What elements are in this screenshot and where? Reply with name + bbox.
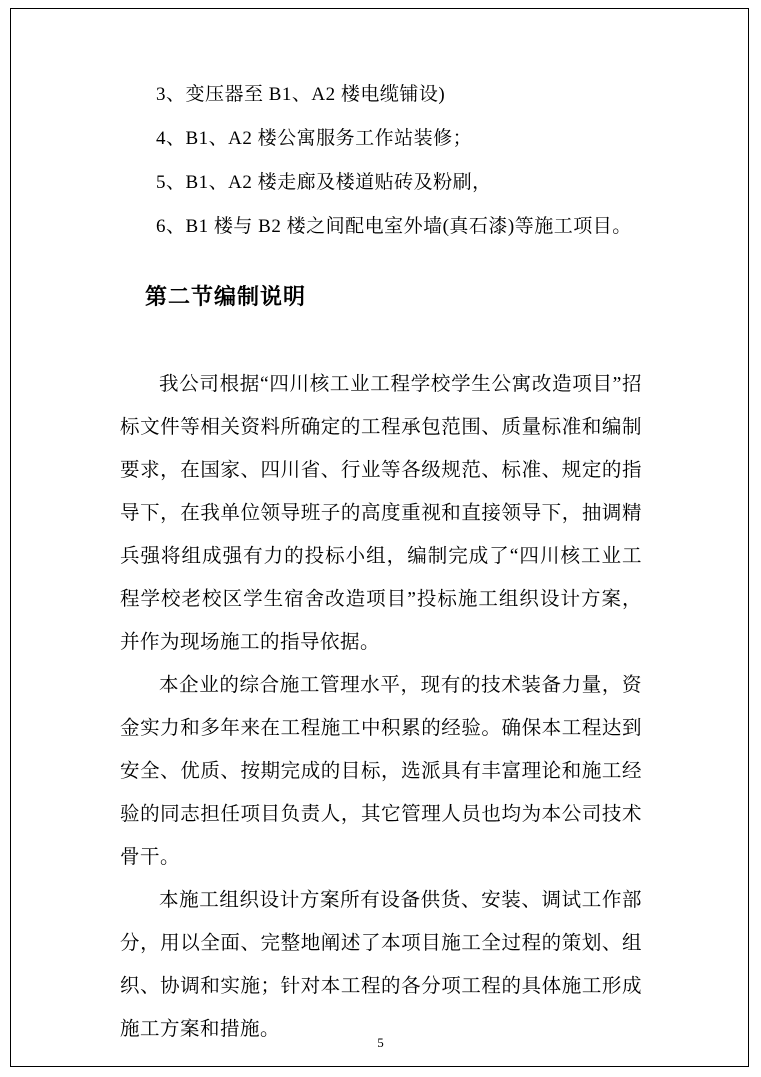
body-text	[120, 363, 642, 1051]
paragraph: 本施工组织设计方案所有设备供货、安装、调试工作部分，用以全面、完整地阐述了本项目施工全过程的策划、组织、协调和实施；针对本工程的各分项工程的具体施工形成施工方案和措施。	[120, 890, 642, 1040]
numbered-list	[120, 82, 642, 240]
paragraph: 我公司根据“四川核工业工程学校学生公寓改造项目”招标文件等相关资料所确定的工程承包范围、质量标准和编制要求，在国家、四川省、行业等各级规范、标准、规定的指导下，在我单位领导班子的高度重视和直接领导下，抽调精兵强将组成强有力的投标小组，编制完成了“四川核工业工程学校老校区学生宿舍改造项目”投标施工组织设计方案，并作为现场施工的指导依据。	[120, 374, 642, 653]
paragraph: 本企业的综合施工管理水平，现有的技术装备力量，资金实力和多年来在工程施工中积累的经验。确保本工程达到安全、优质、按期完成的目标，选派具有丰富理论和施工经验的同志担任项目负责人，其它管理人员也均为本公司技术骨干。	[120, 675, 642, 868]
page-number: 5	[377, 1035, 384, 1050]
list-item: 4、B1、A2 楼公寓服务工作站装修；	[156, 128, 473, 149]
list-item: 3、变压器至 B1、A2 楼电缆铺设)	[156, 84, 446, 105]
page-content	[120, 82, 642, 1051]
list-item: 6、B1 楼与 B2 楼之间配电室外墙(真石漆)等施工项目。	[156, 216, 632, 237]
list-item: 5、B1、A2 楼走廊及楼道贴砖及粉刷，	[156, 172, 492, 193]
section-heading: 第二节编制说明	[145, 284, 307, 309]
